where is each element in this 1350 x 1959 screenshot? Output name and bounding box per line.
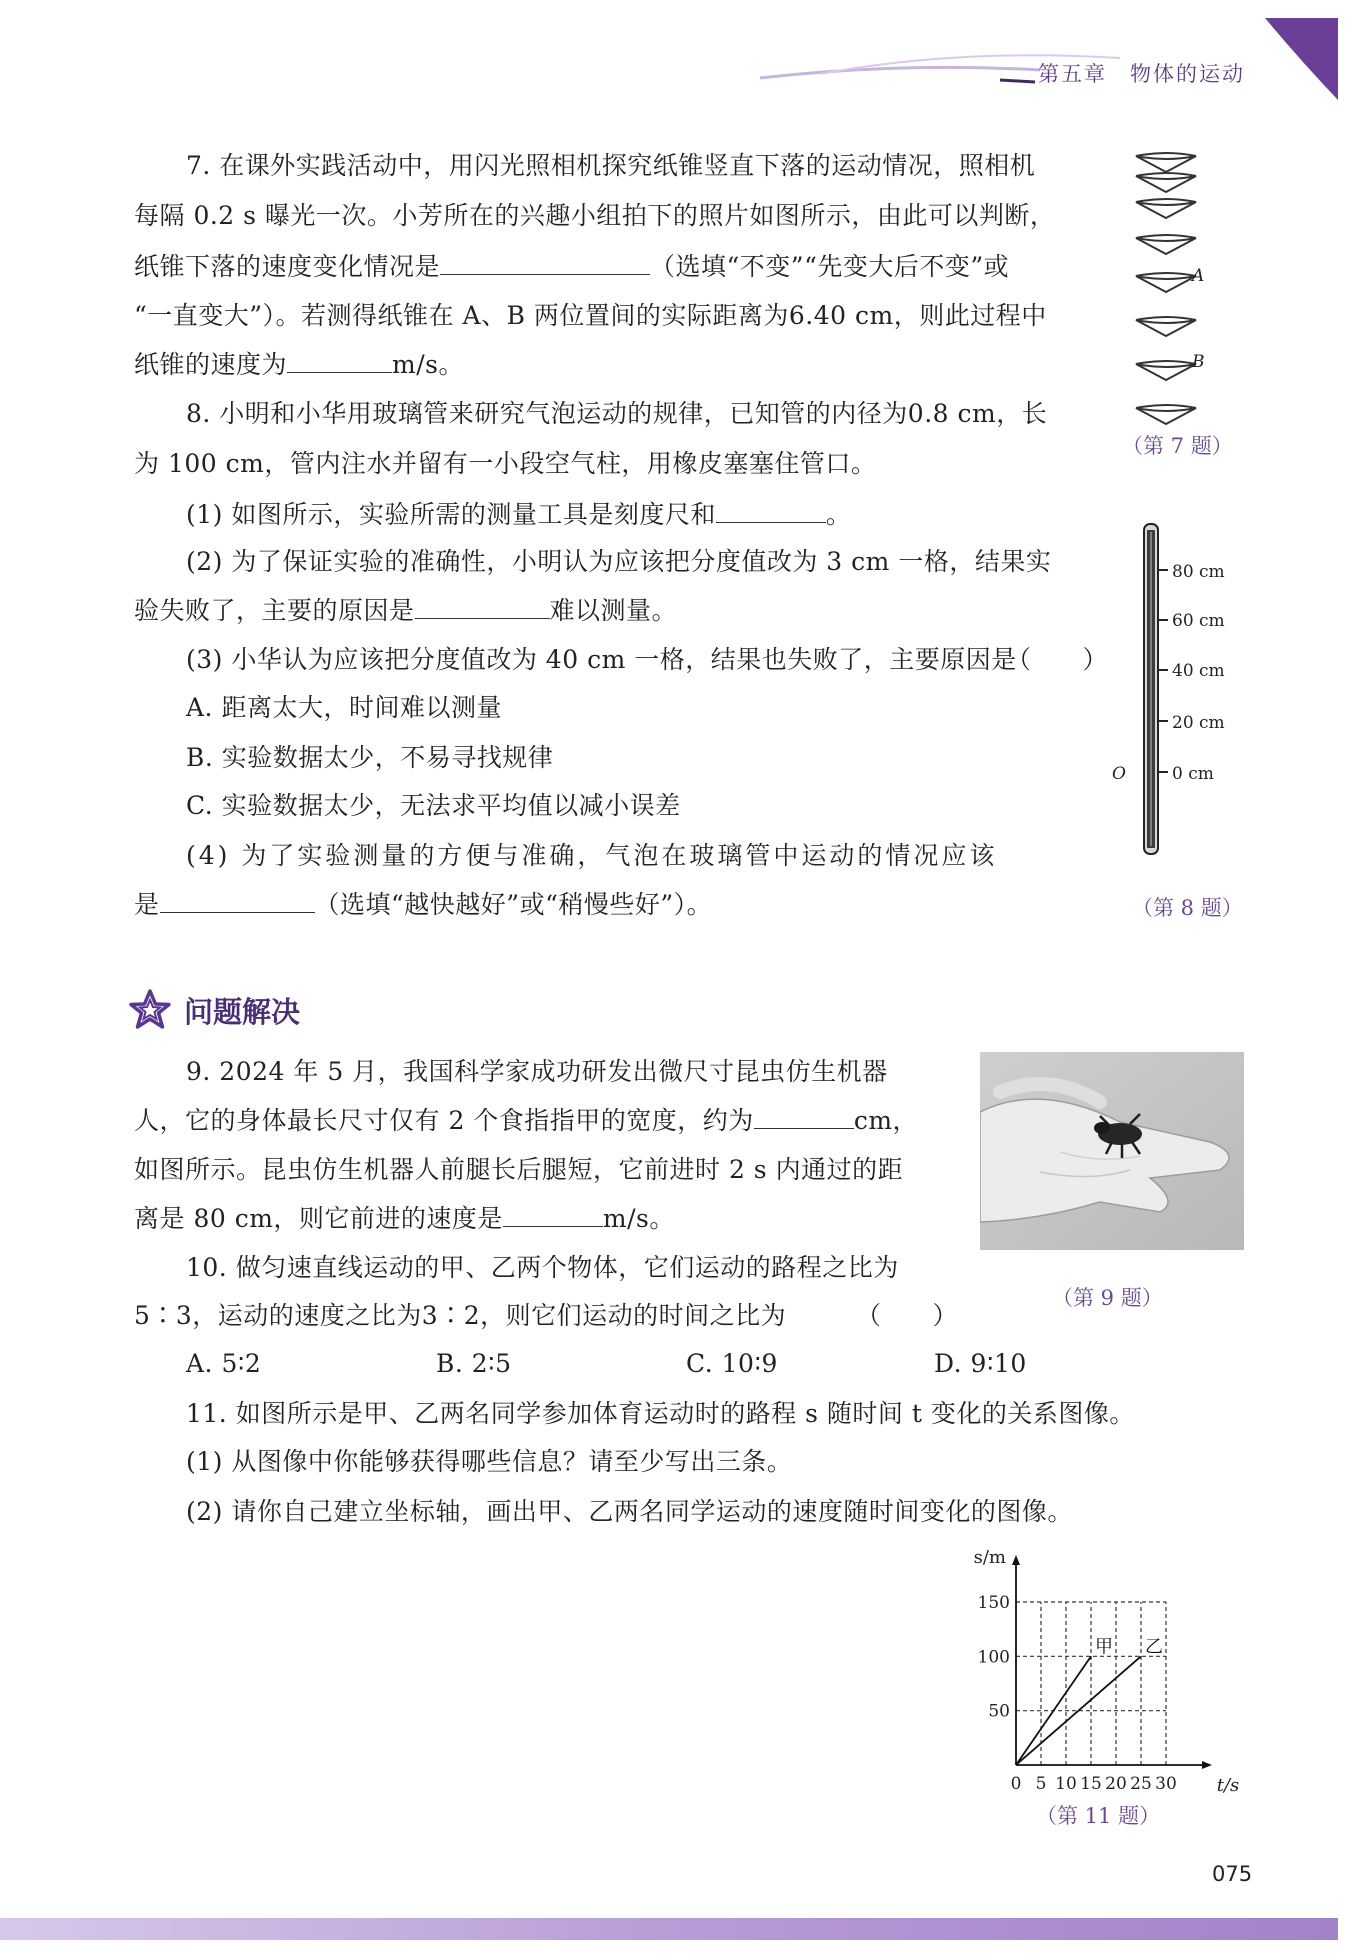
q7-line-2: 每隔 0.2 s 曝光一次。小芳所在的兴趣小组拍下的照片如图所示，由此可以判断， <box>134 201 1056 230</box>
q8-part-2-tail: 难以测量。 <box>549 596 678 625</box>
x-tick-label: 10 <box>1055 1774 1077 1794</box>
q9-line-2-tail: cm， <box>853 1106 919 1135</box>
q8-part-4-line-2 <box>134 886 712 923</box>
q7-line-3-text: 纸锥下落的速度变化情况是 <box>134 252 441 281</box>
q7-blank-1[interactable] <box>440 248 650 275</box>
q7-blank-2[interactable] <box>287 346 392 373</box>
tube-label-20: 20 cm <box>1172 713 1225 733</box>
q8-part-4-tail: （选填“越快越好”或“稍慢些好”）。 <box>314 890 713 919</box>
q11-line-3: (2) 请你自己建立坐标轴，画出甲、乙两名同学运动的速度随时间变化的图像。 <box>186 1497 1073 1526</box>
q9-line-4-text: 离是 80 cm，则它前进的速度是 <box>134 1204 503 1233</box>
q8-part-3-paren[interactable]: （ ） <box>1006 645 1109 674</box>
q10-line-2: 5∶3，运动的速度之比为3∶2，则它们运动的时间之比为 <box>134 1301 787 1330</box>
x-tick-label: 25 <box>1130 1774 1152 1794</box>
x-tick-label: 0 <box>1010 1774 1022 1794</box>
x-axis-label: t/s <box>1216 1775 1240 1795</box>
q8-blank-3[interactable] <box>160 886 315 913</box>
y-tick-label: 150 <box>977 1593 1010 1613</box>
q8-line-2: 为 100 cm，管内注水并留有一小段空气柱，用橡皮塞塞住管口。 <box>134 449 877 478</box>
header-decoration <box>0 0 1350 110</box>
cone-label-a: A <box>1192 266 1205 286</box>
q8-part-4-text: 是 <box>134 890 160 919</box>
tube-label-80: 80 cm <box>1172 562 1225 582</box>
q8-caption: （第 8 题） <box>1132 896 1243 920</box>
y-tick-label: 100 <box>977 1647 1010 1668</box>
q8-part-4-line-1: (4) 为了实验测量的方便与准确，气泡在玻璃管中运动的情况应该 <box>186 841 998 870</box>
q9-blank-1[interactable] <box>754 1102 854 1129</box>
q7-line-4: “一直变大”）。若测得纸锥在 A、B 两位置间的实际距离为6.40 cm，则此过程中 <box>134 301 1047 330</box>
q9-line-2-text: 人，它的身体最长尺寸仅有 2 个食指指甲的宽度，约为 <box>134 1106 754 1135</box>
q9-line-4 <box>134 1200 675 1237</box>
q8-blank-2[interactable] <box>415 592 550 619</box>
q8-option-c: C. 实验数据太少，无法求平均值以减小误差 <box>186 791 681 820</box>
q8-blank-1[interactable] <box>716 496 826 523</box>
page-number: 075 <box>1212 1862 1253 1886</box>
q11-caption: （第 11 题） <box>1036 1804 1161 1828</box>
q7-line-5-tail: m/s。 <box>392 350 464 379</box>
q8-option-a: A. 距离太大，时间难以测量 <box>186 693 502 722</box>
q9-line-4-tail: m/s。 <box>602 1204 675 1233</box>
q9-line-2 <box>134 1102 918 1139</box>
x-tick-label: 30 <box>1155 1774 1177 1794</box>
q10-option-c: C. 10∶9 <box>686 1349 778 1378</box>
q10-paren[interactable]: （ ） <box>856 1301 959 1330</box>
series-label: 乙 <box>1145 1636 1163 1658</box>
q7-line-5-text: 纸锥的速度为 <box>134 350 288 379</box>
q8-part-3: (3) 小华认为应该把分度值改为 40 cm 一格，结果也失败了，主要原因是 <box>186 645 1017 674</box>
q9-line-1: 9. 2024 年 5 月，我国科学家成功研发出微尺寸昆虫仿生机器 <box>186 1057 888 1086</box>
x-axis-arrow <box>1202 1761 1212 1769</box>
y-axis-arrow <box>1012 1555 1020 1565</box>
q10-line-1: 10. 做匀速直线运动的甲、乙两个物体，它们运动的路程之比为 <box>186 1253 899 1282</box>
q11-line-1: 11. 如图所示是甲、乙两名同学参加体育运动时的路程 s 随时间 t 变化的关系图像。 <box>186 1399 1135 1428</box>
tube-label-40: 40 cm <box>1172 661 1225 681</box>
q10-option-d: D. 9∶10 <box>934 1349 1027 1378</box>
x-tick-label: 20 <box>1105 1774 1127 1794</box>
chapter-title: 第五章 物体的运动 <box>1038 62 1245 86</box>
q8-part-1-text: (1) 如图所示，实验所需的测量工具是刻度尺和 <box>186 500 716 529</box>
q10-option-a: A. 5∶2 <box>186 1349 262 1378</box>
q7-line-3 <box>134 248 1009 285</box>
q8-option-b: B. 实验数据太少，不易寻找规律 <box>186 743 554 772</box>
q7-caption: （第 7 题） <box>1122 434 1233 458</box>
x-tick-label: 5 <box>1035 1774 1047 1794</box>
q7-line-1: 7. 在课外实践活动中，用闪光照相机探究纸锥竖直下落的运动情况，照相机 <box>186 151 1036 180</box>
q11-line-2: (1) 从图像中你能够获得哪些信息？请至少写出三条。 <box>186 1447 793 1476</box>
q9-blank-2[interactable] <box>503 1200 603 1227</box>
q8-part-2-text: 验失败了，主要的原因是 <box>134 596 415 625</box>
q8-part-2-line-2 <box>134 592 677 629</box>
tube-origin-label: O <box>1112 764 1126 784</box>
q9-line-3: 如图所示。昆虫仿生机器人前腿长后腿短，它前进时 2 s 内通过的距 <box>134 1155 904 1184</box>
cone-label-b: B <box>1192 352 1205 372</box>
s-t-chart <box>960 1545 1260 1795</box>
glass-tube-figure <box>1135 520 1175 860</box>
paper-cone-figure <box>1128 150 1208 430</box>
s-t-chart-svg <box>960 1545 1260 1795</box>
footer-decoration <box>0 1910 1350 1946</box>
q9-caption: （第 9 题） <box>1052 1286 1163 1310</box>
x-tick-label: 15 <box>1080 1774 1102 1794</box>
tube-label-0: 0 cm <box>1172 764 1214 784</box>
q8-part-1-tail: 。 <box>825 500 852 529</box>
star-icon <box>128 988 172 1032</box>
q8-part-2-line-1: (2) 为了保证实验的准确性，小明认为应该把分度值改为 3 cm 一格，结果实 <box>186 547 1052 576</box>
q8-part-1 <box>186 496 851 533</box>
tube-label-60: 60 cm <box>1172 611 1225 631</box>
q7-line-3-tail: （选填“不变”“先变大后不变”或 <box>650 252 1010 281</box>
section-title: 问题解决 <box>184 995 301 1029</box>
q7-line-5 <box>134 346 464 383</box>
y-axis-label: s/m <box>973 1547 1006 1568</box>
q10-option-b: B. 2∶5 <box>436 1349 512 1378</box>
hand-robot-photo <box>980 1052 1244 1250</box>
y-tick-label: 50 <box>988 1701 1010 1722</box>
series-label: 甲 <box>1095 1636 1113 1658</box>
q8-line-1: 8. 小明和小华用玻璃管来研究气泡运动的规律，已知管的内径为0.8 cm，长 <box>186 399 1048 428</box>
